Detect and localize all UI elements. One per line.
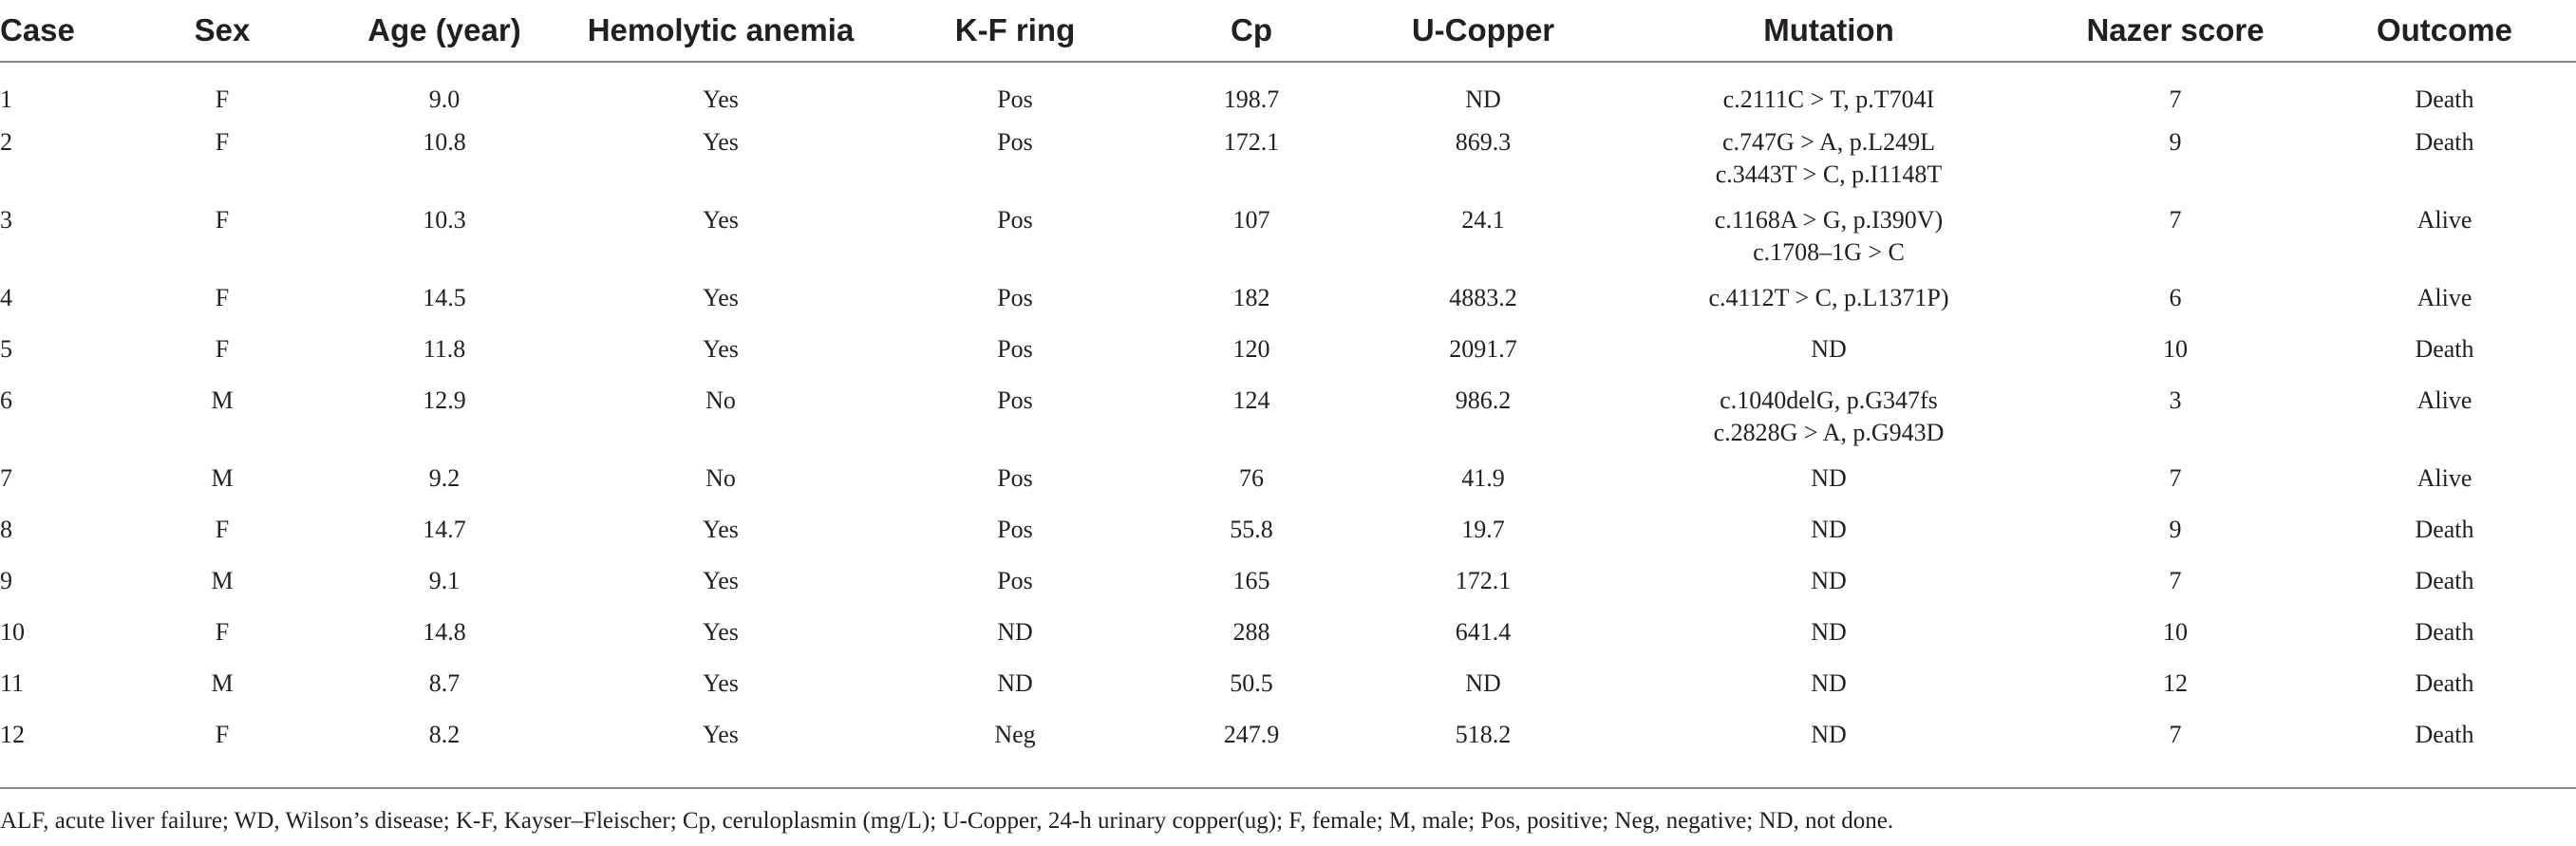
table-row (0, 503, 2576, 555)
cell-u-copper: 641.4 (1455, 618, 1512, 646)
mutation-line: c.4112T > C, p.L1371P) (1708, 284, 1949, 311)
cell-nazer-score: 3 (2169, 386, 2182, 414)
cell-outcome: Alive (2416, 464, 2473, 492)
cell-case: 1 (0, 85, 12, 113)
cell-u-copper: 986.2 (1455, 386, 1512, 414)
cell-mutation (1620, 657, 2038, 708)
cell-age: 12.9 (423, 386, 466, 414)
cell-sex: F (215, 516, 230, 543)
cell-mutation (1620, 452, 2038, 503)
header-cp: Cp (1156, 0, 1346, 62)
cell-case: 6 (0, 386, 12, 414)
cell-age: 14.7 (423, 516, 466, 543)
cell-mutation (1620, 503, 2038, 555)
cell-case: 8 (0, 516, 12, 543)
cell-kf-ring: Pos (997, 386, 1033, 414)
table-body (0, 62, 2576, 766)
cell-u-copper: 41.9 (1461, 464, 1505, 492)
cell-mutation (1620, 555, 2038, 606)
cell-u-copper: 172.1 (1455, 567, 1512, 594)
cell-sex: M (211, 669, 234, 697)
cell-hemolytic-anemia: Yes (703, 85, 739, 113)
cell-kf-ring: Neg (994, 721, 1036, 748)
mutation-line: c.2828G > A, p.G943D (1713, 419, 1945, 446)
table-row (0, 272, 2576, 323)
header-hemolytic-anemia: Hemolytic anemia (568, 0, 874, 62)
cell-sex: F (215, 206, 230, 234)
cell-nazer-score: 7 (2169, 464, 2182, 492)
cell-outcome: Death (2415, 85, 2474, 113)
cell-hemolytic-anemia: Yes (703, 335, 739, 363)
cell-nazer-score: 9 (2169, 128, 2182, 156)
cell-outcome: Alive (2416, 284, 2473, 311)
mutation-line: c.2111C > T, p.T704I (1722, 85, 1935, 113)
cell-nazer-score: 6 (2169, 284, 2182, 311)
cell-sex: F (215, 721, 230, 748)
cell-case: 12 (0, 721, 25, 748)
cell-case: 4 (0, 284, 12, 311)
mutation-line: c.1040delG, p.G347fs (1720, 386, 1938, 414)
mutation-line: c.747G > A, p.L249L (1721, 128, 1936, 156)
cell-nazer-score: 10 (2163, 618, 2188, 646)
cell-nazer-score: 7 (2169, 206, 2182, 234)
cell-cp: 107 (1232, 206, 1270, 234)
cell-age: 14.5 (423, 284, 466, 311)
cell-nazer-score: 12 (2163, 669, 2188, 697)
cell-mutation (1620, 194, 2038, 272)
cell-case: 5 (0, 335, 12, 363)
header-kf-ring: K-F ring (874, 0, 1156, 62)
cell-kf-ring: Pos (997, 335, 1033, 363)
cell-hemolytic-anemia: Yes (703, 618, 739, 646)
header-outcome: Outcome (2313, 0, 2576, 62)
cell-mutation (1620, 272, 2038, 323)
table-row (0, 194, 2576, 272)
table-row (0, 606, 2576, 657)
cell-kf-ring: Pos (997, 206, 1033, 234)
table-header-row (0, 0, 2576, 62)
header-u-copper: U-Copper (1346, 0, 1620, 62)
header-mutation: Mutation (1620, 0, 2038, 62)
cell-cp: 165 (1232, 567, 1270, 594)
header-age: Age (year) (321, 0, 568, 62)
cell-kf-ring: Pos (997, 567, 1033, 594)
header-case: Case (0, 0, 123, 62)
cell-age: 8.2 (428, 721, 461, 748)
mutation-line: ND (1811, 567, 1847, 594)
table-row (0, 323, 2576, 374)
cell-outcome: Death (2415, 669, 2474, 697)
cell-mutation (1620, 708, 2038, 766)
cell-cp: 172.1 (1223, 128, 1280, 156)
cell-kf-ring: ND (997, 618, 1033, 646)
cell-u-copper: 24.1 (1461, 206, 1505, 234)
cell-cp: 124 (1232, 386, 1270, 414)
mutation-line: ND (1811, 669, 1847, 697)
cell-outcome: Alive (2416, 206, 2473, 234)
cell-age: 10.3 (423, 206, 466, 234)
cell-sex: F (215, 335, 230, 363)
cell-hemolytic-anemia: No (705, 464, 736, 492)
cell-u-copper: 19.7 (1461, 516, 1505, 543)
cell-cp: 55.8 (1230, 516, 1273, 543)
cell-case: 11 (0, 669, 25, 697)
cell-cp: 50.5 (1230, 669, 1273, 697)
cell-sex: M (211, 567, 234, 594)
cell-outcome: Death (2415, 335, 2474, 363)
cell-mutation (1620, 606, 2038, 657)
mutation-line: c.1708–1G > C (1753, 238, 1905, 266)
cell-kf-ring: Pos (997, 516, 1033, 543)
table-row (0, 62, 2576, 116)
cell-case: 3 (0, 206, 12, 234)
cell-age: 10.8 (423, 128, 466, 156)
table-row (0, 374, 2576, 452)
cell-age: 9.0 (428, 85, 461, 113)
cell-nazer-score: 10 (2163, 335, 2188, 363)
cell-mutation (1620, 62, 2038, 116)
cell-u-copper: 2091.7 (1449, 335, 1517, 363)
cell-hemolytic-anemia: Yes (703, 128, 739, 156)
cell-sex: F (215, 618, 230, 646)
cell-cp: 76 (1239, 464, 1264, 492)
cell-mutation (1620, 323, 2038, 374)
cell-cp: 120 (1232, 335, 1270, 363)
cell-case: 9 (0, 567, 12, 594)
cell-outcome: Alive (2416, 386, 2473, 414)
cell-kf-ring: Pos (997, 128, 1033, 156)
cell-sex: M (211, 464, 234, 492)
cell-u-copper: 869.3 (1455, 128, 1512, 156)
cell-kf-ring: Pos (997, 464, 1033, 492)
cell-mutation (1620, 374, 2038, 452)
table-row (0, 657, 2576, 708)
cell-kf-ring: Pos (997, 85, 1033, 113)
cell-sex: F (215, 85, 230, 113)
cell-kf-ring: ND (997, 669, 1033, 697)
cell-nazer-score: 7 (2169, 567, 2182, 594)
cell-u-copper: ND (1465, 85, 1501, 113)
cell-age: 8.7 (428, 669, 461, 697)
cell-hemolytic-anemia: Yes (703, 516, 739, 543)
cell-sex: M (211, 386, 234, 414)
table-footnote: ALF, acute liver failure; WD, Wilson’s disease; K-F, Kayser–Fleischer; Cp, ceruloplasmin (mg/L); U-Copper, 24-h urinary copper(ug); F, female; M, male; Pos, positive; Neg, negative; ND, not done. (0, 808, 1894, 834)
cell-nazer-score: 7 (2169, 85, 2182, 113)
cell-outcome: Death (2415, 618, 2474, 646)
cell-sex: F (215, 128, 230, 156)
cell-hemolytic-anemia: Yes (703, 284, 739, 311)
cell-u-copper: ND (1465, 669, 1501, 697)
cell-case: 10 (0, 618, 25, 646)
cell-nazer-score: 9 (2169, 516, 2182, 543)
table-row (0, 708, 2576, 766)
table-row (0, 452, 2576, 503)
table-row (0, 116, 2576, 194)
cell-hemolytic-anemia: Yes (703, 721, 739, 748)
cell-hemolytic-anemia: No (705, 386, 736, 414)
mutation-line: ND (1811, 721, 1847, 748)
cell-cp: 182 (1232, 284, 1270, 311)
table-bottom-rule (0, 787, 2576, 789)
mutation-line: ND (1811, 516, 1847, 543)
cell-sex: F (215, 284, 230, 311)
cell-cp: 198.7 (1223, 85, 1280, 113)
cell-cp: 247.9 (1223, 721, 1280, 748)
cell-outcome: Death (2415, 567, 2474, 594)
cell-age: 9.2 (428, 464, 461, 492)
cell-age: 9.1 (428, 567, 461, 594)
cell-outcome: Death (2415, 128, 2474, 156)
mutation-line: ND (1811, 335, 1847, 363)
mutation-line: c.3443T > C, p.I1148T (1715, 160, 1943, 188)
header-nazer-score: Nazer score (2038, 0, 2313, 62)
cell-age: 11.8 (423, 335, 466, 363)
cell-u-copper: 518.2 (1455, 721, 1512, 748)
cell-hemolytic-anemia: Yes (703, 206, 739, 234)
cell-case: 2 (0, 128, 12, 156)
cell-nazer-score: 7 (2169, 721, 2182, 748)
cell-cp: 288 (1232, 618, 1270, 646)
cell-hemolytic-anemia: Yes (703, 567, 739, 594)
cell-kf-ring: Pos (997, 284, 1033, 311)
mutation-line: c.1168A > G, p.I390V) (1714, 206, 1944, 234)
mutation-line: ND (1811, 464, 1847, 492)
mutation-line: ND (1811, 618, 1847, 646)
cell-outcome: Death (2415, 516, 2474, 543)
header-sex: Sex (123, 0, 321, 62)
cell-case: 7 (0, 464, 12, 492)
cell-outcome: Death (2415, 721, 2474, 748)
cell-age: 14.8 (423, 618, 466, 646)
cell-mutation (1620, 116, 2038, 194)
table-row (0, 555, 2576, 606)
cell-u-copper: 4883.2 (1449, 284, 1517, 311)
cell-hemolytic-anemia: Yes (703, 669, 739, 697)
